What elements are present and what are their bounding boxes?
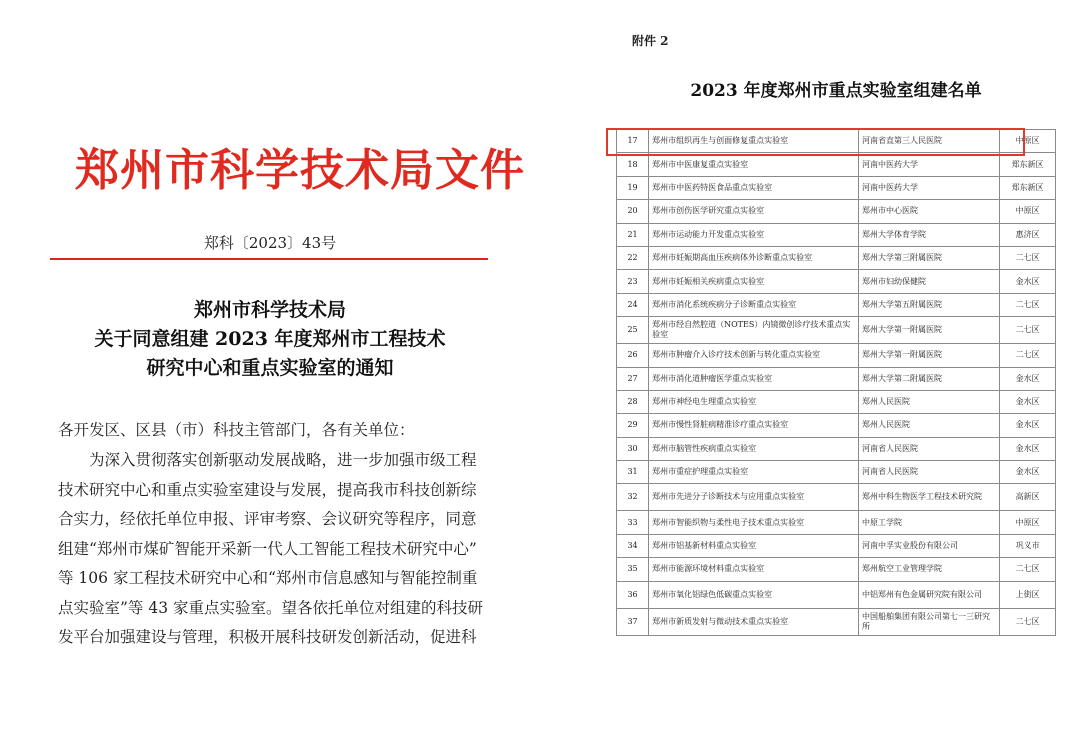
body-line: 技术研究中心和重点实验室建设与发展，提高我市科技创新综 bbox=[58, 480, 477, 499]
district: 二七区 bbox=[1000, 317, 1056, 344]
row-number: 21 bbox=[617, 223, 649, 246]
row-number: 18 bbox=[617, 153, 649, 176]
title-line: 郑州市科学技术局 bbox=[193, 299, 346, 321]
host-unit: 郑州大学第二附属医院 bbox=[858, 367, 999, 390]
table-row bbox=[617, 317, 1056, 344]
title-line: 关于同意组建 2023 年度郑州市工程技术 bbox=[94, 328, 446, 350]
host-unit: 河南省人民医院 bbox=[858, 437, 999, 460]
district: 郑东新区 bbox=[1000, 153, 1056, 176]
table-row bbox=[617, 200, 1056, 223]
host-unit: 郑州大学第五附属医院 bbox=[858, 293, 999, 316]
district: 金水区 bbox=[1000, 390, 1056, 413]
table-row bbox=[617, 511, 1056, 534]
district: 二七区 bbox=[1000, 608, 1056, 635]
table-row bbox=[617, 176, 1056, 199]
attachment-label: 附件 2 bbox=[632, 34, 669, 48]
lab-name: 郑州市创伤医学研究重点实验室 bbox=[649, 200, 859, 223]
row-number: 19 bbox=[617, 176, 649, 199]
row-number: 17 bbox=[617, 130, 649, 153]
table-title: 2023 年度郑州市重点实验室组建名单 bbox=[690, 81, 982, 101]
title-line: 研究中心和重点实验室的通知 bbox=[146, 357, 394, 379]
row-number: 31 bbox=[617, 461, 649, 484]
district: 高新区 bbox=[1000, 484, 1056, 511]
document-number: 郑科〔2023〕43号 bbox=[203, 234, 337, 252]
lab-name: 郑州市妊娠期高血压疾病体外诊断重点实验室 bbox=[649, 246, 859, 269]
row-number: 25 bbox=[617, 317, 649, 344]
lab-name: 郑州市组织再生与创面修复重点实验室 bbox=[649, 130, 859, 153]
district: 郑东新区 bbox=[1000, 176, 1056, 199]
lab-name: 郑州市先进分子诊断技术与应用重点实验室 bbox=[649, 484, 859, 511]
lab-name: 郑州市能源环境材料重点实验室 bbox=[649, 558, 859, 581]
lab-name: 郑州市消化系统疾病分子诊断重点实验室 bbox=[649, 293, 859, 316]
row-number: 30 bbox=[617, 437, 649, 460]
table-row bbox=[617, 414, 1056, 437]
host-unit: 中原工学院 bbox=[858, 511, 999, 534]
host-unit: 郑州大学体育学院 bbox=[858, 223, 999, 246]
row-number: 29 bbox=[617, 414, 649, 437]
district: 金水区 bbox=[1000, 367, 1056, 390]
table-row bbox=[617, 153, 1056, 176]
host-unit: 郑州人民医院 bbox=[858, 414, 999, 437]
district: 金水区 bbox=[1000, 270, 1056, 293]
lab-name: 郑州市慢性肾脏病精准诊疗重点实验室 bbox=[649, 414, 859, 437]
host-unit: 河南中医药大学 bbox=[858, 176, 999, 199]
row-number: 34 bbox=[617, 534, 649, 557]
lab-name: 郑州市氧化铝绿色低碳重点实验室 bbox=[649, 581, 859, 608]
body-line: 合实力，经依托单位申报、评审考察、会议研究等程序，同意 bbox=[58, 510, 477, 528]
district: 中原区 bbox=[1000, 130, 1056, 153]
lab-name: 郑州市消化道肿瘤医学重点实验室 bbox=[649, 367, 859, 390]
document-header: 郑州市科学技术局文件 bbox=[75, 145, 525, 196]
district: 二七区 bbox=[1000, 344, 1056, 367]
host-unit: 河南省直第三人民医院 bbox=[858, 130, 999, 153]
district: 二七区 bbox=[1000, 558, 1056, 581]
attachment-page bbox=[540, 0, 1080, 736]
host-unit: 中铝郑州有色金属研究院有限公司 bbox=[858, 581, 999, 608]
host-unit: 郑州航空工业管理学院 bbox=[858, 558, 999, 581]
table-row bbox=[617, 437, 1056, 460]
host-unit: 郑州市妇幼保健院 bbox=[858, 270, 999, 293]
table-row bbox=[617, 223, 1056, 246]
red-divider bbox=[50, 258, 488, 260]
row-number: 32 bbox=[617, 484, 649, 511]
district: 金水区 bbox=[1000, 414, 1056, 437]
lab-name: 郑州市中医药特医食品重点实验室 bbox=[649, 176, 859, 199]
row-number: 24 bbox=[617, 293, 649, 316]
row-number: 20 bbox=[617, 200, 649, 223]
row-number: 36 bbox=[617, 581, 649, 608]
district: 金水区 bbox=[1000, 461, 1056, 484]
row-number: 23 bbox=[617, 270, 649, 293]
district: 二七区 bbox=[1000, 293, 1056, 316]
district: 中原区 bbox=[1000, 200, 1056, 223]
lab-name: 郑州市新质发射与微动技术重点实验室 bbox=[649, 608, 859, 635]
body-line: 发平台加强建设与管理，积极开展科技研发创新活动，促进科 bbox=[58, 628, 477, 646]
table-row bbox=[617, 130, 1056, 153]
lab-name: 郑州市运动能力开发重点实验室 bbox=[649, 223, 859, 246]
lab-name: 郑州市铝基新材料重点实验室 bbox=[649, 534, 859, 557]
body-line: 为深入贯彻落实创新驱动发展战略，进一步加强市级工程 bbox=[58, 451, 477, 469]
lab-name: 郑州市神经电生理重点实验室 bbox=[649, 390, 859, 413]
row-number: 35 bbox=[617, 558, 649, 581]
row-number: 27 bbox=[617, 367, 649, 390]
host-unit: 河南中孚实业股份有限公司 bbox=[858, 534, 999, 557]
lab-name: 郑州市智能织物与柔性电子技术重点实验室 bbox=[649, 511, 859, 534]
lab-name: 郑州市中医康复重点实验室 bbox=[649, 153, 859, 176]
row-number: 33 bbox=[617, 511, 649, 534]
host-unit: 中国船舶集团有限公司第七一三研究所 bbox=[858, 608, 999, 635]
lab-name: 郑州市肿瘤介入诊疗技术创新与转化重点实验室 bbox=[649, 344, 859, 367]
table-row bbox=[617, 608, 1056, 635]
host-unit: 郑州大学第三附属医院 bbox=[858, 246, 999, 269]
table-row bbox=[617, 293, 1056, 316]
table-row bbox=[617, 270, 1056, 293]
host-unit: 郑州大学第一附属医院 bbox=[858, 344, 999, 367]
district: 上街区 bbox=[1000, 581, 1056, 608]
district: 惠济区 bbox=[1000, 223, 1056, 246]
table-row bbox=[617, 367, 1056, 390]
district: 金水区 bbox=[1000, 437, 1056, 460]
notice-title bbox=[50, 296, 490, 383]
district: 二七区 bbox=[1000, 246, 1056, 269]
body-line: 组建“郑州市煤矿智能开采新一代人工智能工程技术研究中心” bbox=[58, 539, 477, 558]
addressee: 各开发区、区县（市）科技主管部门，各有关单位： bbox=[58, 421, 415, 439]
row-number: 26 bbox=[617, 344, 649, 367]
table-row bbox=[617, 581, 1056, 608]
row-number: 22 bbox=[617, 246, 649, 269]
district: 中原区 bbox=[1000, 511, 1056, 534]
host-unit: 郑州人民医院 bbox=[858, 390, 999, 413]
host-unit: 郑州市中心医院 bbox=[858, 200, 999, 223]
notice-body bbox=[58, 446, 490, 653]
lab-name: 郑州市重症护理重点实验室 bbox=[649, 461, 859, 484]
host-unit: 郑州大学第一附属医院 bbox=[858, 317, 999, 344]
table-row bbox=[617, 344, 1056, 367]
lab-name: 郑州市妊娠相关疾病重点实验室 bbox=[649, 270, 859, 293]
table-row bbox=[617, 390, 1056, 413]
table-row bbox=[617, 534, 1056, 557]
host-unit: 河南中医药大学 bbox=[858, 153, 999, 176]
district: 巩义市 bbox=[1000, 534, 1056, 557]
lab-name: 郑州市经自然腔道（NOTES）内镜微创诊疗技术重点实验室 bbox=[649, 317, 859, 344]
table-row bbox=[617, 246, 1056, 269]
body-line: 点实验室”等 43 家重点实验室。望各依托单位对组建的科技研 bbox=[58, 598, 484, 617]
host-unit: 河南省人民医院 bbox=[858, 461, 999, 484]
row-number: 28 bbox=[617, 390, 649, 413]
table-row bbox=[617, 461, 1056, 484]
table-row bbox=[617, 484, 1056, 511]
table-row bbox=[617, 558, 1056, 581]
lab-name: 郑州市脑管性疾病重点实验室 bbox=[649, 437, 859, 460]
body-line: 等 106 家工程技术研究中心和“郑州市信息感知与智能控制重 bbox=[58, 569, 478, 587]
lab-list-table bbox=[616, 129, 1056, 636]
host-unit: 郑州中科生物医学工程技术研究院 bbox=[858, 484, 999, 511]
row-number: 37 bbox=[617, 608, 649, 635]
